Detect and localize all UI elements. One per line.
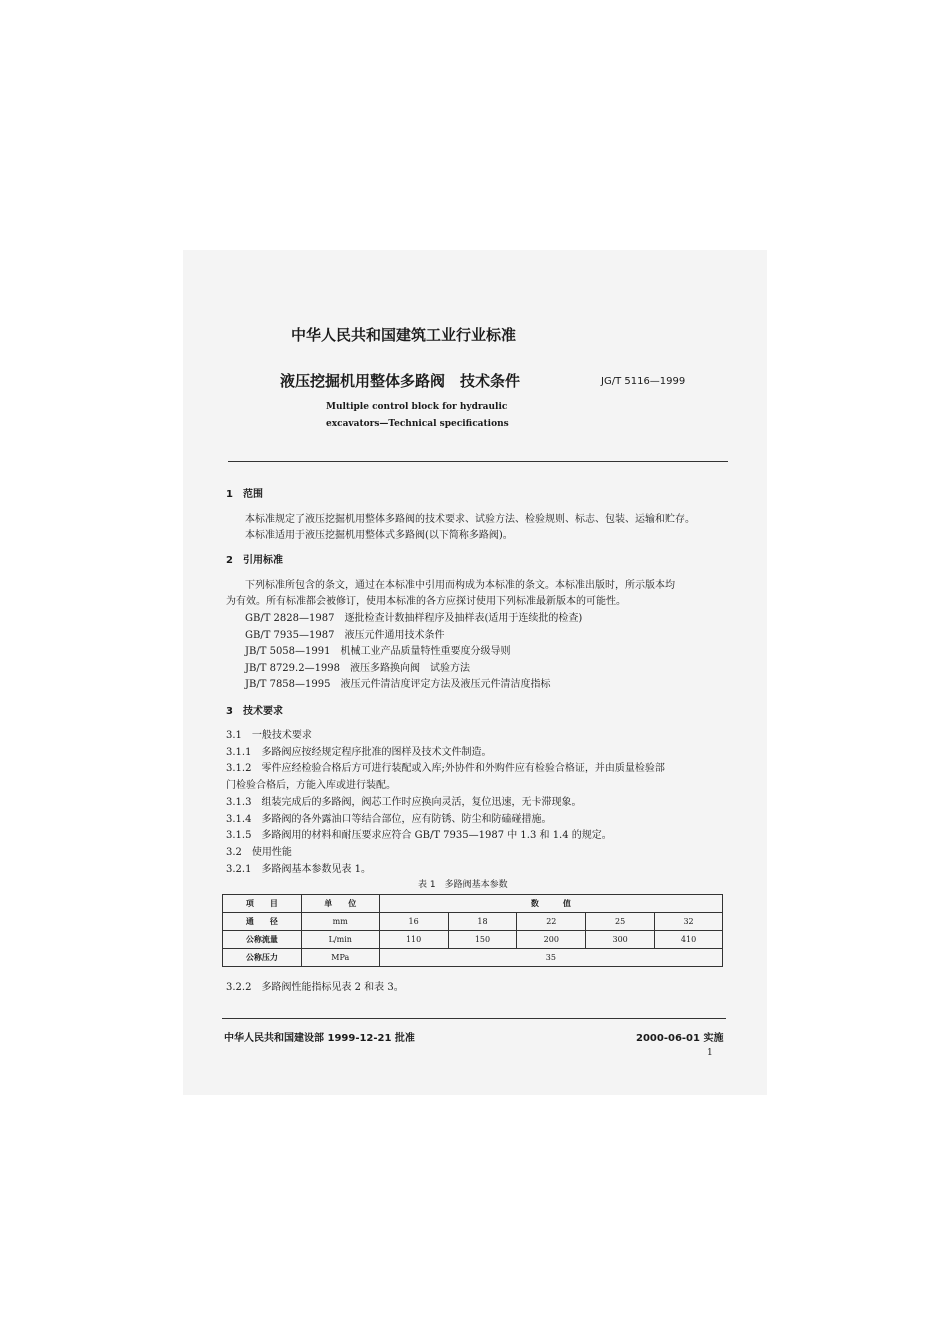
- section-1-paragraph-2: 本标准适用于液压挖掘机用整体式多路阀(以下简称多路阀)。: [245, 530, 513, 541]
- column-header-item: 项 目: [223, 895, 302, 913]
- table-cell: 300: [586, 931, 655, 949]
- standard-number: JG/T 5116—1999: [601, 376, 686, 387]
- section-1-heading: 1 范围: [226, 489, 263, 500]
- clause-3-1: 3.1 一般技术要求: [226, 730, 312, 741]
- document-title: 液压挖掘机用整体多路阀 技术条件: [280, 372, 521, 390]
- table-row: [223, 913, 723, 931]
- table-cell: 32: [655, 913, 723, 931]
- section-2-heading: 2 引用标准: [226, 555, 283, 566]
- basic-parameters-table: [222, 894, 723, 967]
- row-unit: L/min: [301, 931, 379, 949]
- row-unit: mm: [301, 913, 379, 931]
- table-row: [223, 949, 723, 967]
- reference-item: GB/T 2828—1987 逐批检查计数抽样程序及抽样表(适用于连续批的检查): [245, 613, 583, 624]
- english-title-line2: excavators—Technical specifications: [326, 419, 509, 429]
- table-cell: 410: [655, 931, 723, 949]
- row-unit: MPa: [301, 949, 379, 967]
- reference-item: JB/T 8729.2—1998 液压多路换向阀 试验方法: [245, 663, 471, 674]
- section-2-paragraph-line1: 下列标准所包含的条文，通过在本标准中引用而构成为本标准的条文。本标准出版时，所示版本均: [245, 580, 675, 591]
- table-row: [223, 931, 723, 949]
- table-cell: 25: [586, 913, 655, 931]
- clause-3-2-1: 3.2.1 多路阀基本参数见表 1。: [226, 864, 371, 875]
- clause-3-1-3: 3.1.3 组装完成后的多路阀，阀芯工作时应换向灵活，复位迅速，无卡滞现象。: [226, 797, 582, 808]
- table-1-caption: 表 1 多路阀基本参数: [418, 880, 508, 890]
- table-cell: 16: [379, 913, 448, 931]
- header-rule: [228, 461, 728, 462]
- table-cell: 150: [448, 931, 517, 949]
- clause-3-1-2-line2: 门检验合格后，方能入库或进行装配。: [226, 780, 396, 791]
- column-header-unit: 单 位: [301, 895, 379, 913]
- row-label: 通 径: [223, 913, 302, 931]
- effective-date: 2000-06-01 实施: [636, 1033, 724, 1044]
- reference-item: GB/T 7935—1987 液压元件通用技术条件: [245, 630, 445, 641]
- table-cell: 200: [517, 931, 586, 949]
- page-number: 1: [707, 1048, 713, 1058]
- row-label: 公称压力: [223, 949, 302, 967]
- section-3-heading: 3 技术要求: [226, 706, 283, 717]
- section-2-paragraph-line2: 为有效。所有标准都会被修订，使用本标准的各方应探讨使用下列标准最新版本的可能性。: [226, 596, 626, 607]
- row-label: 公称流量: [223, 931, 302, 949]
- approval-line: 中华人民共和国建设部 1999-12-21 批准: [224, 1033, 415, 1044]
- issuing-org: 中华人民共和国建筑工业行业标准: [291, 326, 517, 344]
- clause-3-1-4: 3.1.4 多路阀的各外露油口等结合部位，应有防锈、防尘和防磕碰措施。: [226, 814, 552, 825]
- table-cell: 110: [379, 931, 448, 949]
- footer-rule: [222, 1018, 726, 1019]
- table-cell: 22: [517, 913, 586, 931]
- clause-3-1-2-line1: 3.1.2 零件应经检验合格后方可进行装配或入库;外协件和外购件应有检验合格证，并由质量检验部: [226, 763, 665, 774]
- column-header-value: 数 值: [379, 895, 722, 913]
- english-title-line1: Multiple control block for hydraulic: [326, 402, 508, 412]
- section-1-paragraph-1: 本标准规定了液压挖掘机用整体多路阀的技术要求、试验方法、检验规则、标志、包装、运输和贮存。: [245, 514, 695, 525]
- table-cell: 18: [448, 913, 517, 931]
- table-cell: 35: [379, 949, 722, 967]
- table-header-row: [223, 895, 723, 913]
- clause-3-1-5: 3.1.5 多路阀用的材料和耐压要求应符合 GB/T 7935—1987 中 1.3 和 1.4 的规定。: [226, 830, 612, 841]
- clause-3-2-2: 3.2.2 多路阀性能指标见表 2 和表 3。: [226, 982, 404, 993]
- reference-item: JB/T 5058—1991 机械工业产品质量特性重要度分级导则: [245, 646, 511, 657]
- clause-3-1-1: 3.1.1 多路阀应按经规定程序批准的图样及技术文件制造。: [226, 747, 492, 758]
- reference-item: JB/T 7858—1995 液压元件清洁度评定方法及液压元件清洁度指标: [245, 679, 551, 690]
- clause-3-2: 3.2 使用性能: [226, 847, 292, 858]
